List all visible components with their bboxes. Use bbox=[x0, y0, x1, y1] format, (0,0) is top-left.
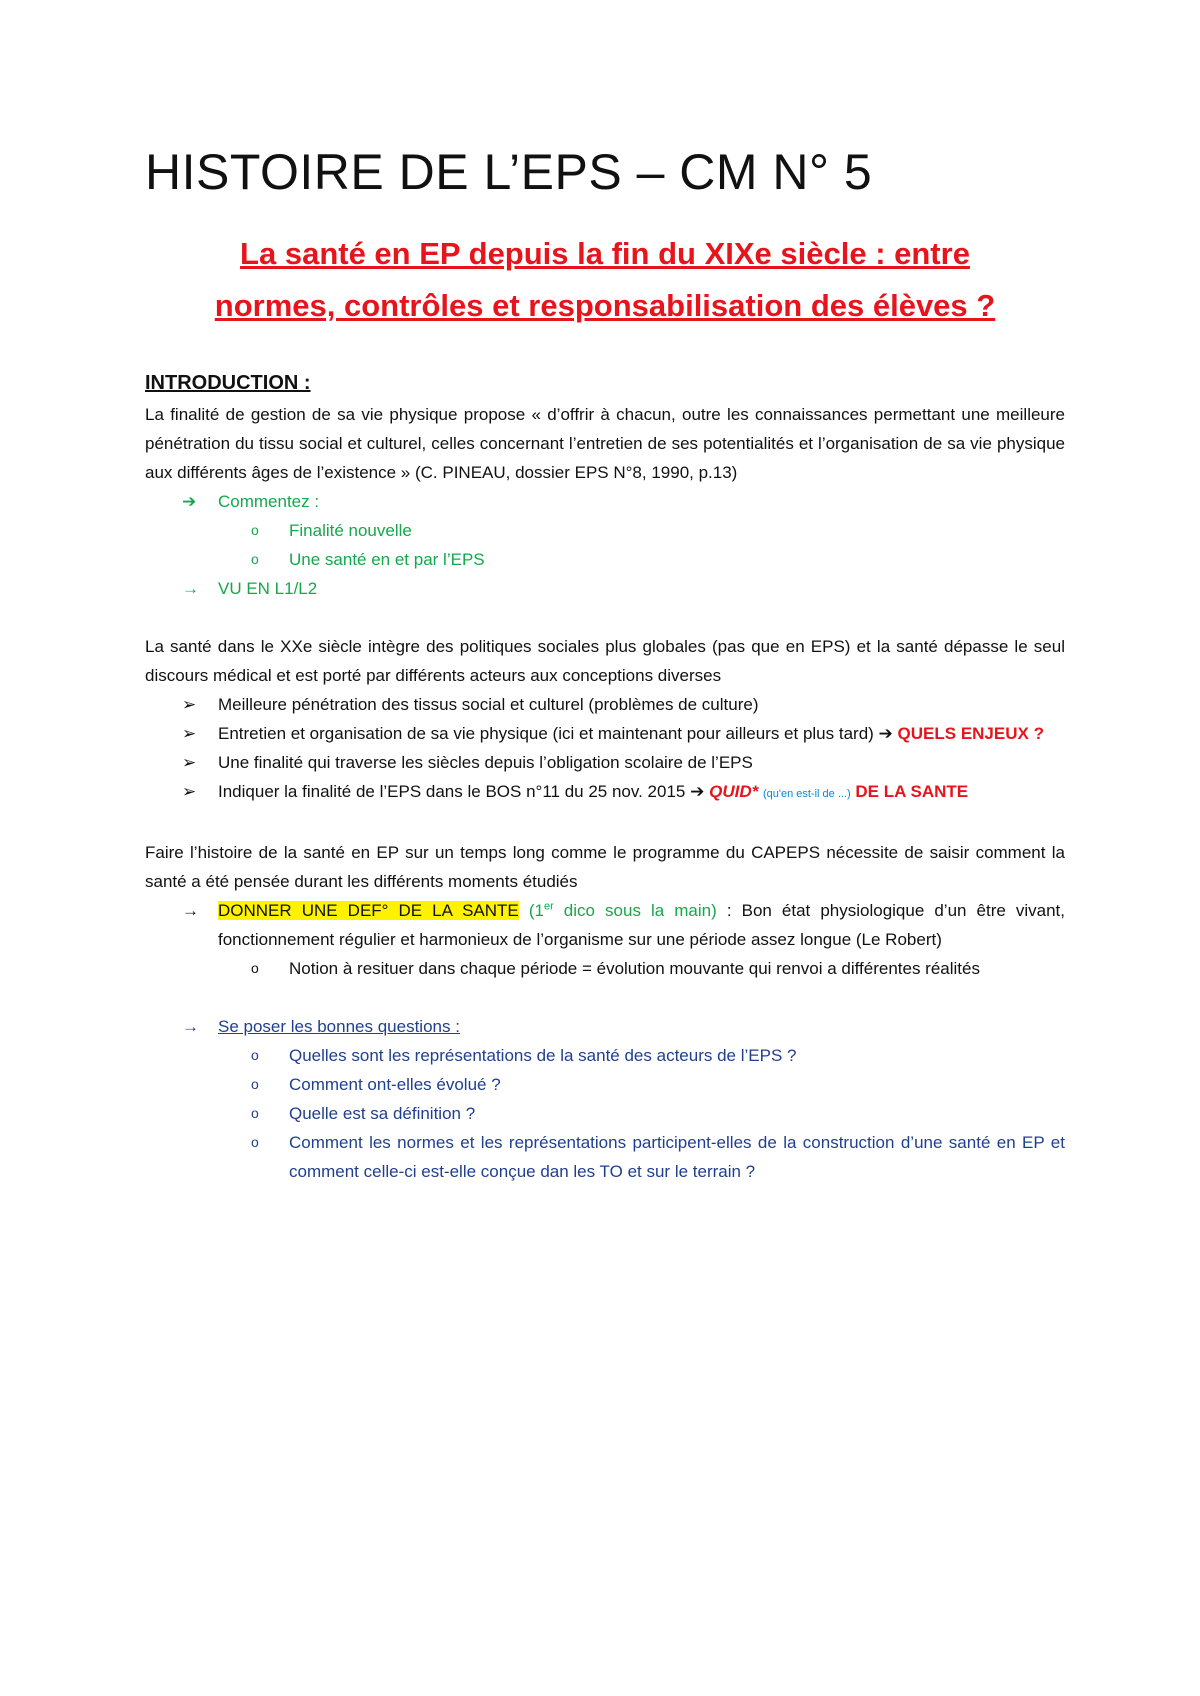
circle-bullet-icon: o bbox=[251, 1076, 259, 1092]
list-item: ➢ Indiquer la finalité de l’EPS dans le BOS n°11 du 25 nov. 2015 ➔ QUID* (qu'en est-il de ...) DE LA SANTE bbox=[145, 777, 1065, 809]
subtitle bbox=[145, 228, 1065, 332]
commentez-label: Commentez : bbox=[218, 492, 320, 511]
paragraph-2: La santé dans le XXe siècle intègre des politiques sociales plus globales (pas que en EPS) et la santé dépasse le seul discours médical et est porté par différents acteurs aux conceptions diverses bbox=[145, 637, 1065, 685]
list-item-vu: → VU EN L1/L2 bbox=[145, 574, 1065, 603]
list-item: o Quelle est sa définition ? bbox=[216, 1099, 1065, 1128]
list-item-questions bbox=[145, 1012, 1065, 1186]
subtitle-line-2: normes, contrôles et responsabilisation des élèves ? bbox=[214, 288, 996, 323]
intro-heading: INTRODUCTION : bbox=[145, 372, 311, 394]
definition-note: (1er dico sous la main) bbox=[528, 900, 717, 920]
triangle-bullet-icon: ➢ bbox=[182, 753, 197, 772]
circle-bullet-icon: o bbox=[251, 960, 259, 976]
de-la-sante: DE LA SANTE bbox=[855, 782, 969, 801]
list-item: o Comment les normes et les représentations participent-elles de la construction d’une santé en EP et comment celle-ci est-elle conçue dan les TO et sur le terrain ? bbox=[216, 1128, 1065, 1186]
triangle-bullet-icon: ➢ bbox=[182, 724, 197, 743]
intro-list bbox=[145, 487, 1065, 603]
arrow-right-icon: ➔ bbox=[690, 782, 705, 801]
list-item: o Finalité nouvelle bbox=[216, 516, 1065, 545]
paragraph-3: Faire l’histoire de la santé en EP sur un temps long comme le programme du CAPEPS nécessite de saisir comment la santé a été pensée durant les différents moments étudiés bbox=[145, 843, 1065, 891]
list-item: ➢ Entretien et organisation de sa vie physique (ici et maintenant pour ailleurs et plus tard) ➔ QUELS ENJEUX ? bbox=[145, 719, 1065, 748]
questions-list bbox=[145, 1012, 1065, 1186]
list-item: o Une santé en et par l’EPS bbox=[216, 545, 1065, 574]
commentez-sublist bbox=[216, 516, 1065, 574]
triangle-bullet-icon: ➢ bbox=[182, 782, 197, 801]
quid-label: QUID* bbox=[709, 782, 759, 801]
definition-text: : Bon état physiologique d’un être vivant, fonctionnement régulier et harmonieux de l’organisme sur une période assez longue (Le Robert) bbox=[218, 901, 1066, 949]
list-item: o Comment ont-elles évolué ? bbox=[216, 1070, 1065, 1099]
list-item: ➢ Meilleure pénétration des tissus social et culturel (problèmes de culture) bbox=[145, 690, 1065, 719]
list-item: o Notion à resituer dans chaque période = évolution mouvante qui renvoi a différentes réalités bbox=[216, 954, 1065, 983]
questions-sublist bbox=[216, 1041, 1065, 1186]
circle-bullet-icon: o bbox=[251, 1134, 259, 1150]
definition-sublist bbox=[216, 954, 1065, 983]
subtitle-line-1: La santé en EP depuis la fin du XIXe siècle : entre bbox=[240, 236, 970, 271]
circle-bullet-icon: o bbox=[251, 1105, 259, 1121]
triangle-bullet-icon: ➢ bbox=[182, 695, 197, 714]
list-item-definition bbox=[145, 896, 1065, 983]
circle-bullet-icon: o bbox=[251, 1047, 259, 1063]
quels-enjeux: QUELS ENJEUX ? bbox=[897, 724, 1044, 743]
list-item: ➢ Une finalité qui traverse les siècles depuis l’obligation scolaire de l’EPS bbox=[145, 748, 1065, 777]
para2-list bbox=[145, 690, 1065, 809]
definition-highlight: DONNER UNE DEF° DE LA SANTE bbox=[218, 901, 519, 920]
questions-heading: Se poser les bonnes questions : bbox=[218, 1017, 460, 1036]
circle-bullet-icon: o bbox=[251, 551, 259, 567]
para3-list bbox=[145, 896, 1065, 983]
arrow-right-icon: → bbox=[182, 901, 199, 920]
page-title: HISTOIRE DE L’EPS – CM N° 5 bbox=[145, 144, 873, 200]
arrow-right-icon: ➔ bbox=[878, 724, 893, 743]
arrow-right-icon: → bbox=[182, 579, 199, 598]
list-item: o Quelles sont les représentations de la santé des acteurs de l’EPS ? bbox=[216, 1041, 1065, 1070]
circle-bullet-icon: o bbox=[251, 522, 259, 538]
list-item-commentez bbox=[145, 487, 1065, 574]
arrow-right-icon: → bbox=[182, 1017, 199, 1036]
arrow-right-icon: ➔ bbox=[182, 492, 197, 511]
quid-note: (qu'en est-il de ...) bbox=[762, 788, 851, 800]
intro-paragraph: La finalité de gestion de sa vie physique propose « d’offrir à chacun, outre les connaissances permettant une meilleure pénétration du tissu social et culturel, celles concernant l’entretien de ses potentialités et l’organisation de sa vie physique aux différents âges de l’existence » (C. PINEAU, dossier EPS N°8, 1990, p.13) bbox=[145, 405, 1065, 482]
document-content bbox=[145, 140, 1065, 1186]
